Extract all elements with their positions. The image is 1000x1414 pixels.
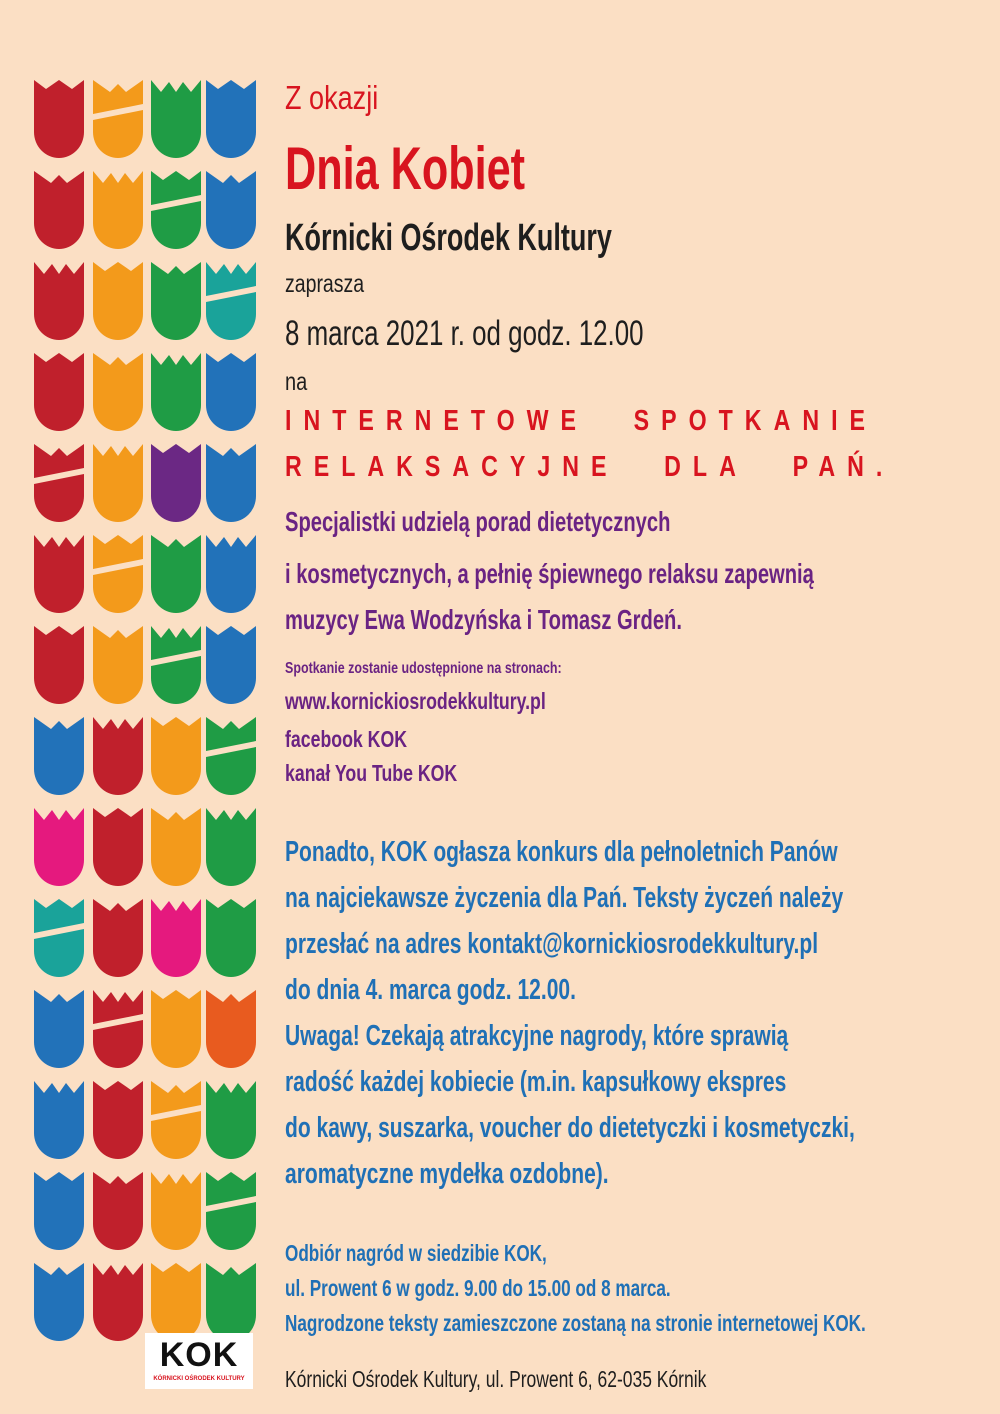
organizer-name: Kórnicki Ośrodek Kultury	[285, 217, 612, 259]
tulip-icon	[93, 717, 143, 795]
tulip-icon	[93, 626, 143, 704]
tulip-icon	[34, 1172, 84, 1250]
tulip-icon	[206, 808, 256, 886]
contest-line: radość każdej kobiecie (m.in. kapsułkowy ekspres	[285, 1066, 787, 1098]
tulip-icon	[34, 1081, 84, 1159]
logo-mark: KOK	[159, 1336, 239, 1374]
tulip-icon	[206, 171, 256, 249]
contest-email-line[interactable]: przesłać na adres kontakt@kornickiosrodekkultury.pl	[285, 928, 819, 960]
pickup-line: Nagrodzone teksty zamieszczone zostaną na stronie internetowej KOK.	[285, 1310, 866, 1336]
tulip-icon	[34, 444, 84, 522]
tulip-icon	[151, 808, 201, 886]
occasion-title: Dnia Kobiet	[285, 135, 526, 202]
tulip-icon	[93, 808, 143, 886]
tulip-icon	[93, 80, 143, 158]
tulip-icon	[206, 717, 256, 795]
tulip-icon	[151, 990, 201, 1068]
tulip-icon	[151, 1081, 201, 1159]
tulip-icon	[151, 899, 201, 977]
tulip-icon	[93, 353, 143, 431]
tulip-icon	[93, 444, 143, 522]
tulip-icon	[151, 1172, 201, 1250]
tulip-icon	[34, 80, 84, 158]
tulip-icon	[151, 353, 201, 431]
logo-subtitle: KÓRNICKI OŚRODEK KULTURY	[153, 1376, 245, 1382]
tulip-icon	[206, 1172, 256, 1250]
tulip-icon	[34, 535, 84, 613]
tulip-icon	[206, 444, 256, 522]
tulip-icon	[151, 444, 201, 522]
tulip-icon	[151, 535, 201, 613]
kok-logo	[145, 1333, 253, 1389]
tulip-icon	[93, 899, 143, 977]
event-name-line2: RELAKSACYJNE DLA PAŃ.	[285, 451, 895, 483]
tulip-icon	[151, 717, 201, 795]
tulip-icon	[34, 353, 84, 431]
tulip-icon	[34, 808, 84, 886]
contest-line: aromatyczne mydełka ozdobne).	[285, 1158, 609, 1190]
contest-line: Uwaga! Czekają atrakcyjne nagrody, które sprawią	[285, 1020, 789, 1052]
tulip-icon	[206, 80, 256, 158]
tulip-icon	[34, 1263, 84, 1341]
contest-line: na najciekawsze życzenia dla Pań. Teksty życzeń należy	[285, 882, 844, 914]
tulip-icon	[151, 262, 201, 340]
tulip-icon	[34, 990, 84, 1068]
description-line: muzycy Ewa Wodzyńska i Tomasz Grdeń.	[285, 604, 682, 635]
tulip-icon	[206, 353, 256, 431]
channel-youtube: kanał You Tube KOK	[285, 760, 458, 786]
tulip-icon	[93, 262, 143, 340]
tulip-icon	[93, 1263, 143, 1341]
share-intro: Spotkanie zostanie udostępnione na stronach:	[285, 660, 562, 677]
tulip-icon	[34, 262, 84, 340]
contest-line: do dnia 4. marca godz. 12.00.	[285, 974, 576, 1006]
tulip-icon	[206, 535, 256, 613]
event-date: 8 marca 2021 r. od godz. 12.00	[285, 314, 644, 353]
pickup-line: Odbiór nagród w siedzibie KOK,	[285, 1240, 547, 1266]
tulip-icon	[206, 1081, 256, 1159]
occasion-prefix: Z okazji	[285, 79, 379, 116]
tulip-icon	[206, 626, 256, 704]
tulip-icon	[151, 171, 201, 249]
tulip-icon	[206, 1263, 256, 1341]
tulip-icon	[34, 626, 84, 704]
tulip-icon	[93, 171, 143, 249]
tulip-icon	[34, 171, 84, 249]
tulip-icon	[206, 899, 256, 977]
tulip-pattern	[0, 0, 280, 1414]
tulip-icon	[206, 262, 256, 340]
description-line: i kosmetycznych, a pełnię śpiewnego relaksu zapewnią	[285, 558, 814, 589]
tulip-icon	[93, 1081, 143, 1159]
tulip-icon	[34, 717, 84, 795]
channel-facebook: facebook KOK	[285, 726, 408, 752]
footer-address: Kórnicki Ośrodek Kultury, ul. Prowent 6, 62-035 Kórnik	[285, 1366, 707, 1392]
contest-line: Ponadto, KOK ogłasza konkurs dla pełnoletnich Panów	[285, 836, 838, 868]
pickup-line: ul. Prowent 6 w godz. 9.00 do 15.00 od 8 marca.	[285, 1275, 671, 1301]
tulip-icon	[151, 626, 201, 704]
tulip-icon	[206, 990, 256, 1068]
description-line: Specjalistki udzielą porad dietetycznych	[285, 506, 671, 537]
tulip-icon	[34, 899, 84, 977]
channel-website[interactable]: www.kornickiosrodekkultury.pl	[285, 688, 546, 714]
tulip-icon	[151, 80, 201, 158]
invites-text: zaprasza	[285, 270, 365, 298]
tulip-icon	[93, 1172, 143, 1250]
contest-line: do kawy, suszarka, voucher do dietetyczki i kosmetyczki,	[285, 1112, 855, 1144]
event-name-line1: INTERNETOWE SPOTKANIE	[285, 405, 877, 437]
on-text: na	[285, 368, 308, 396]
tulip-icon	[93, 990, 143, 1068]
tulip-icon	[93, 535, 143, 613]
tulip-icon	[151, 1263, 201, 1341]
